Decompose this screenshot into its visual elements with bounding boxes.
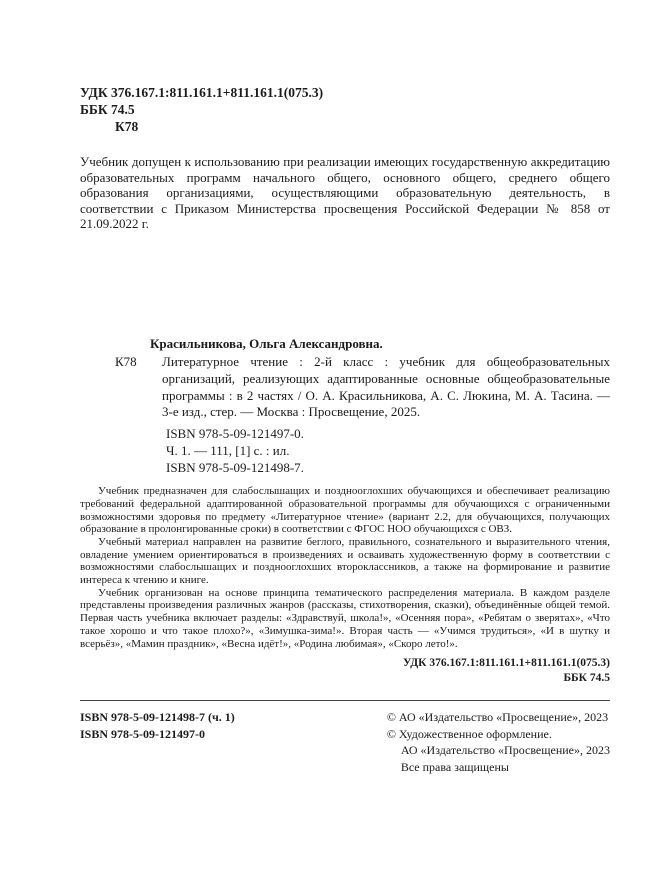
copyright-line-4: Все права защищены <box>400 759 509 774</box>
imprint-isbn-set: ISBN 978-5-09-121497-0 <box>80 726 205 741</box>
approval-notice: Учебник допущен к использованию при реализации имеющих государственную аккредитацию образовательных программ начального общего, основного общего, среднего общего образования организациями, осуществляющими образовательную деятельность, в соответствии с Приказом Министерства просвещения Российской Федерации № 858 от 21.09.2022 г. <box>80 154 610 232</box>
author-heading: Красильникова, Ольга Александровна. <box>150 335 383 351</box>
part-info-line: Ч. 1. — 111, [1] с. : ил. <box>166 443 290 459</box>
bottom-bibliographic-codes <box>80 656 610 686</box>
divider-line <box>80 700 610 701</box>
imprint-copyrights <box>387 709 610 775</box>
catalog-description: Литературное чтение : 2-й класс : учебник для общеобразовательных организаций, реализующих адаптированные основные общеобразовательные программы : в 2 частях / О. А. Красильникова, А. С. Люкина, М. А. Тасина. — 3-е изд., стер. — Москва : Просвещение, 2025. <box>162 353 610 420</box>
imprint-isbns <box>80 709 235 775</box>
author-sign-code: К78 <box>115 119 139 134</box>
catalog-entry <box>80 354 610 421</box>
annotation-paragraph-3: Учебник организован на основе принципа тематического распределения материала. В каждом разделе представлены произведения различных жанров (рассказы, стихотворения, сказки), объединённые общей темой. Первая часть учебника включает разделы: «Здравствуй, школа!», «Осенняя пора», «Ребятам о зверятах», «Что такое хорошо и что такое плохо?», «Зимушка-зима!». Вторая часть — «Учимся трудиться», «И в шутку и всерьёз», «Мамин праздник», «Весна идёт!», «Родина любимая», «Скоро лето!». <box>80 586 610 650</box>
copyright-line-3: АО «Издательство «Просвещение», 2023 <box>400 743 610 758</box>
imprint-isbn-part: ISBN 978-5-09-121498-7 (ч. 1) <box>80 710 235 725</box>
annotation-paragraph-1: Учебник предназначен для слабослышащих и позднооглохших обучающихся и обеспечивает реализацию требований федеральной адаптированной образовательной программы для обучающихся с ограниченными возможностями здоровья по предмету «Литературное чтение» (вариант 2.2, для обучающихся, получающих образование в пролонгированные сроки) в соответствии с ФГОС НОО обучающихся с ОВЗ. <box>80 485 610 536</box>
bottom-bbk-code: ББК 74.5 <box>563 672 610 685</box>
copyright-line-2: © Художественное оформление. <box>386 726 552 741</box>
annotation-paragraph-2: Учебный материал направлен на развитие беглого, правильного, сознательного и выразительного чтения, овладение умением ориентироваться в произведениях и осваивать художественную форму в соответствии с возможностями слабослышащих и позднооглохших второклассников, а также на формирование и развитие интереса к чтению и книге. <box>80 535 610 587</box>
isbn-block <box>80 425 610 476</box>
annotation <box>80 485 610 650</box>
bottom-udk-code: УДК 376.167.1:811.161.1+811.161.1(075.3) <box>402 657 610 670</box>
bbk-code: ББК 74.5 <box>80 102 135 117</box>
imprint-block <box>80 709 610 775</box>
isbn-part-line: ISBN 978-5-09-121498-7. <box>166 460 304 476</box>
isbn-set-line: ISBN 978-5-09-121497-0. <box>166 426 304 442</box>
udk-code: УДК 376.167.1:811.161.1+811.161.1(075.3) <box>80 85 324 100</box>
bibliographic-codes <box>80 84 610 135</box>
catalog-author-sign: К78 <box>115 353 137 369</box>
copyright-line-1: © АО «Издательство «Просвещение», 2023 <box>386 710 609 725</box>
